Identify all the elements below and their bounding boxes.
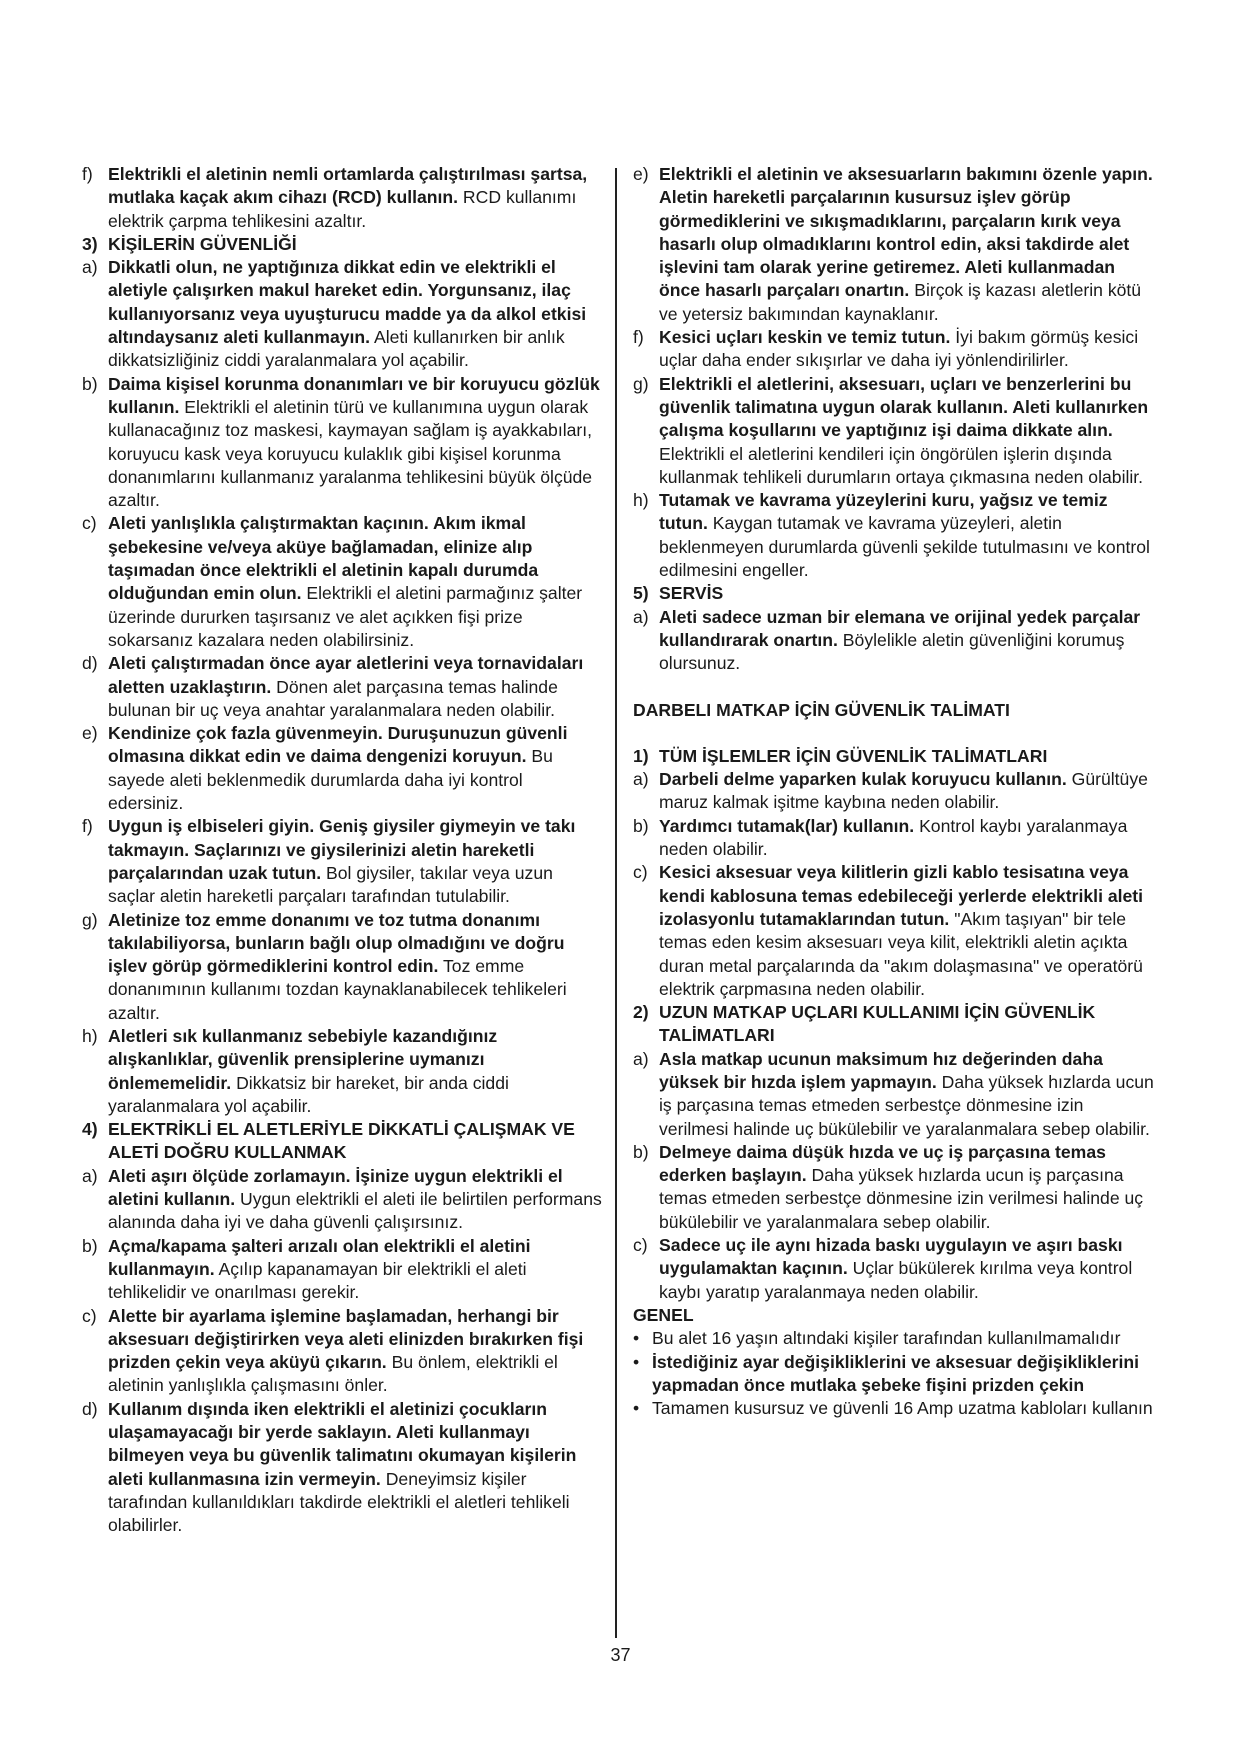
section-heading-5: 5) SERVİS — [633, 583, 724, 604]
item-c-unplug: c) Alette bir ayarlama işlemine başlamadan, herhangi bir aksesuarı değiştirirken veya aleti elinizden bırakırken fişi prizden çekin veya aküyü çıkarın. Bu önlem, elektrikli el aletinin yanlışlıkla çalışmasını önler. — [82, 1305, 584, 1396]
section-heading-3: 3) KİŞİLERİN GÜVENLİĞİ — [82, 233, 297, 254]
page-number: 37 — [610, 1645, 631, 1665]
item-a-ear-protection: a) Darbeli delme yaparken kulak koruyucu kullanın. Gürültüye maruz kalmak işitme kaybına neden olabilir. — [633, 769, 1148, 813]
right-column — [633, 163, 1155, 1420]
item-b-switch: b) Açma/kapama şalteri arızalı olan elektrikli el aletini kullanmayın. Açılıp kapanamayan bir elektrikli el aleti tehlikelidir ve onarılması gerekir. — [82, 1235, 531, 1303]
item-c-hidden-wiring: c) Kesici aksesuar veya kilitlerin gizli kablo tesisatına veya kendi kablosuna temas edebileceği yerlerde elektrikli aleti izolasyonlu tutamaklarından tutun. "Akım taşıyan" bir tele temas eden kesim aksesuarı veya kilit, elektrikli aletin açıkta duran metal parçalarında da "akım dolaşmasına" ve operatörü elektrik çarpmasına neden olabilir. — [633, 862, 1144, 999]
item-e-overreach: e) Kendinize çok fazla güvenmeyin. Duruşunuzun güvenli olmasına dikkat edin ve daima dengenizi koruyun. Bu sayede aleti beklenmedik durumlarda daha iyi kontrol edersiniz. — [82, 723, 568, 814]
item-e-maintenance: e) Elektrikli el aletinin ve aksesuarların bakımını özenle yapın. Aletin hareketli parçalarının kusursuz işlev görüp görmediklerini ve sıkışmadıklarını, parçaların kırık veya hasarlı olup olmadıklarını kontrol edin, aksi takdirde alet işlevini tam olarak yerine getiremez. Aleti kullanmadan önce hasarlı parçaları onartın. Birçok iş kazası aletlerin kötü ve yetersiz bakımından kaynaklanır. — [633, 164, 1153, 324]
item-b-low-speed: b) Delmeye daima düşük hızda ve uç iş parçasına temas ederken başlayın. Daha yüksek hızlarda ucun iş parçasına temas etmeden serbestçe dönmesine izin verilmesi halinde uç bükülebilir ve yaralanmalara sebep olabilir. — [633, 1141, 1144, 1232]
section-heading-2: 2) UZUN MATKAP UÇLARI KULLANIMI İÇİN GÜVENLİK TALİMATLARI — [633, 1002, 1096, 1046]
item-d-storage: d) Kullanım dışında iken elektrikli el aletinizi çocukların ulaşamayacağı bir yerde saklayın. Aleti kullanmayı bilmeyen veya bu güvenlik talimatını okumayan kişilerin aleti kullanmasına izin vermeyin. Deneyimsiz kişiler tarafından kullanıldıkları takdirde elektrikli el aletleri tehlikeli olabilirler. — [82, 1398, 577, 1536]
item-f-rcd: f) Elektrikli el aletinin nemli ortamlarda çalıştırılması şartsa, mutlaka kaçak akım cihazı (RCD) kullanın. RCD kullanımı elektrik çarpma tehlikesini azaltır. — [82, 164, 588, 231]
item-h-grip-surfaces: h) Tutamak ve kavrama yüzeylerini kuru, yağsız ve temiz tutun. Kaygan tutamak ve kavrama yüzeyleri, aletin beklenmeyen durumlarda güvenli şekilde tutulmasını ve kontrol edilmesini engeller. — [633, 490, 1150, 581]
bullet-icon: • — [633, 1351, 640, 1372]
item-c-accidental-start: c) Aleti yanlışlıkla çalıştırmaktan kaçının. Akım ikmal şebekesine ve/veya aküye bağlamadan, elinize alıp taşımadan önce elektrikli el aletinin kapalı durumda olduğundan emin olun. Elektrikli el aletini parmağınız şalter üzerinde dururken taşırsanız ve alet açıkken fişi prize sokarsanız kazalara neden olabilirsiniz. — [82, 513, 583, 650]
item-a-max-speed: a) Asla matkap ucunun maksimum hız değerinden daha yüksek bir hızda işlem yapmayın. Daha yüksek hızlarda ucun iş parçasına temas etmeden serbestçe dönmesine izin verilmesi halinde uç bükülebilir ve yaralanmalara sebep olabilir. — [633, 1048, 1154, 1139]
bullet-icon: • — [633, 1328, 640, 1349]
item-a-service: a) Aleti sadece uzman bir elemana ve orijinal yedek parçalar kullandırarak onartın. Böylelikle aletin güvenliğini korumuş olursunuz. — [633, 606, 1141, 674]
column-divider — [615, 168, 617, 1638]
item-b-aux-handle: b) Yardımcı tutamak(lar) kullanın. Kontrol kaybı yaralanmaya neden olabilir. — [633, 815, 1128, 860]
item-a-careful: a) Dikkatli olun, ne yaptığınıza dikkat edin ve elektrikli el aletiyle çalışırken makul hareket edin. Yorgunsanız, ilaç kullanıyorsanız veya uyuşturucu madde ya da alkol etkisi altındaysanız aleti kullanmayın. Aleti kullanırken bir anlık dikkatsizliğiniz ciddi yaralanmalara yol açabilir. — [82, 257, 587, 371]
item-c-pressure: c) Sadece uç ile aynı hizada baskı uygulayın ve aşırı baskı uygulamaktan kaçının. Uçlar bükülerek kırılma veya kontrol kaybı yaratıp yaralanmaya neden olabilir. — [633, 1235, 1133, 1302]
genel-heading: GENEL — [633, 1304, 694, 1325]
bullet-item: • İstediğiniz ayar değişikliklerini ve aksesuar değişikliklerini yapmadan önce mutlaka şebeke fişini prizden çekin — [633, 1351, 1155, 1398]
section-heading-4: 4) ELEKTRİKLİ EL ALETLERİYLE DİKKATLİ ÇALIŞMAK VE ALETİ DOĞRU KULLANMAK — [82, 1119, 575, 1163]
item-f-clothing: f) Uygun iş elbiseleri giyin. Geniş giysiler giymeyin ve takı takmayın. Saçlarınızı ve giysilerinizi aletin hareketli parçalarından uzak tutun. Bol giysiler, takılar veya uzun saçlar aletin hareketli parçaları tarafından tutulabilir. — [82, 816, 576, 907]
bullet-item: • Tamamen kusursuz ve güvenli 16 Amp uzatma kabloları kullanın — [633, 1397, 1155, 1420]
main-section-title: DARBELI MATKAP İÇİN GÜVENLİK TALİMATI — [633, 699, 1010, 720]
left-column — [82, 163, 602, 1538]
bullet-icon: • — [633, 1398, 640, 1419]
item-b-protection: b) Daima kişisel korunma donanımları ve bir koruyucu gözlük kullanın. Elektrikli el aletinin türü ve kullanımına uygun olarak kullanacağınız toz maskesi, kaymayan sağlam iş ayakkabıları, koruyucu kask veya koruyucu kulaklık gibi kişisel korunma donanımlarını kullanmanız yaralanma tehlikesini büyük ölçüde azaltır. — [82, 373, 600, 511]
bullet-item: • Bu alet 16 yaşın altındaki kişiler tarafından kullanılmamalıdır — [633, 1327, 1155, 1350]
item-a-force: a) Aleti aşırı ölçüde zorlamayın. İşinize uygun elektrikli el aletini kullanın. Uygun elektrikli el aleti ile belirtilen performans alanında daha iyi ve daha güvenli çalışırsınız. — [82, 1165, 602, 1233]
item-g-accessories: g) Elektrikli el aletlerini, aksesuarı, uçları ve benzerlerini bu güvenlik talimatına uygun olarak kullanın. Aleti kullanırken çalışma koşullarını ve yaptığınız işi daima dikkate alın. Elektrikli el aletlerini kendileri için öngörülen işlerin dışında kullanmak tehlikeli durumların ortaya çıkmasına neden olabilir. — [633, 373, 1149, 487]
item-d-adjusting-tools: d) Aleti çalıştırmadan önce ayar aletlerini veya tornavidaları aletten uzaklaştırın. Dönen alet parçasına temas halinde bulunan bir uç veya anahtar yaralanmalara neden olabilir. — [82, 653, 584, 720]
section-heading-1: 1) TÜM İŞLEMLER İÇİN GÜVENLİK TALİMATLARI — [633, 745, 1048, 766]
item-h-habits: h) Aletleri sık kullanmanız sebebiyle kazandığınız alışkanlıklar, güvenlik prensiplerine uymanızı önlememelidir. Dikkatsiz bir hareket, bir anda ciddi yaralanmalara yol açabilir. — [82, 1025, 509, 1116]
item-g-dust-extraction: g) Aletinize toz emme donanımı ve toz tutma donanımı takılabiliyorsa, bunların bağlı olup olmadığını ve doğru işlev görüp görmediklerini kontrol edin. Toz emme donanımının kullanımı tozdan kaynaklanabilecek tehlikeleri azaltır. — [82, 909, 567, 1023]
item-f-cutting-tools: f) Kesici uçları keskin ve temiz tutun. İyi bakım görmüş kesici uçlar daha ender sıkışırlar ve daha iyi yönlendirilirler. — [633, 327, 1139, 371]
